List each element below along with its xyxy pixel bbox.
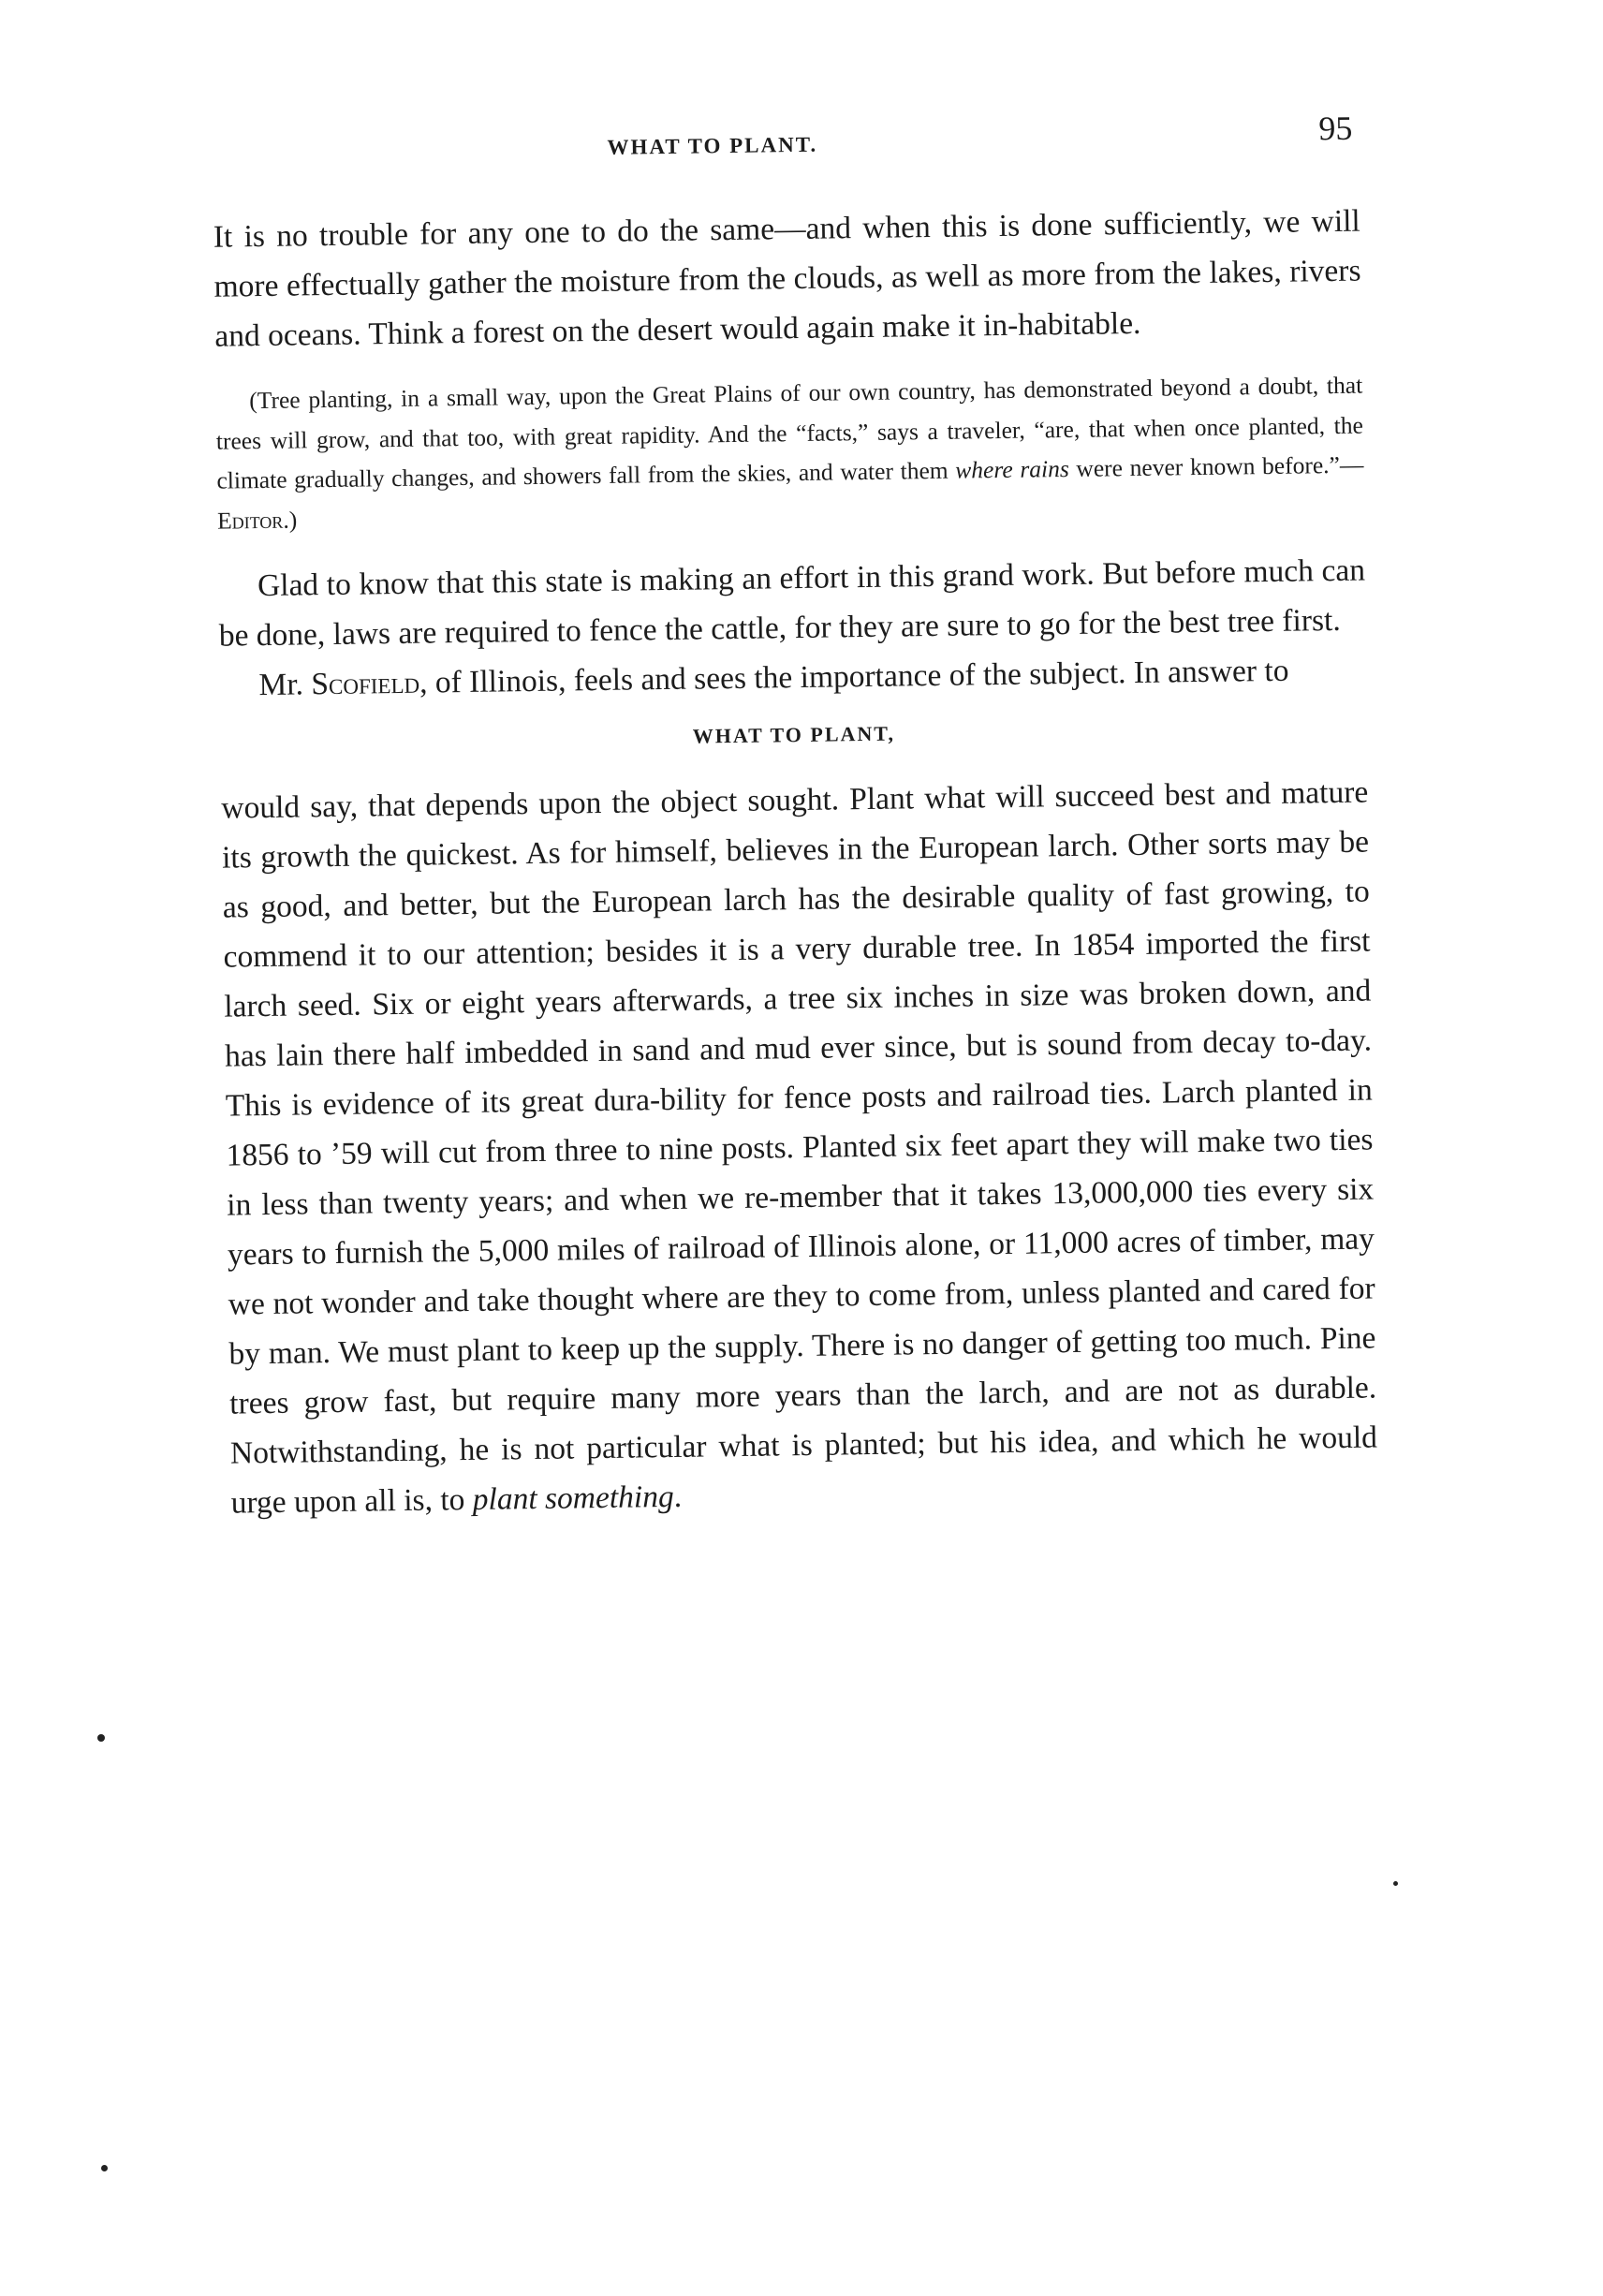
page-number: 95 [1318,109,1353,148]
plant-end: . [673,1479,683,1514]
scofield-rest: , of Illinois, feels and sees the importance of the subject. In answer to [419,653,1289,700]
page-body [213,197,1377,1528]
plant-something-italic: plant something [472,1479,674,1517]
editor-note-italic: where rains [955,454,1069,484]
paragraph-state-effort: Glad to know that this state is making an effort in this grand work. But before much can be done, laws are required to fence the cattle, for they are sure to go for the best tree first. [218,552,1366,654]
editor-note-text: (Tree planting, in a small way, upon the Great Plains of our own country, has demonstrated beyond a doubt, that trees will grow, and that too, with great rapidity. And the “facts,” says a traveler, “are, that when once planted, the climate gradually changes, and showers fall from the skies, and water them [215,371,1363,494]
plant-text: would say, that depends upon the object sought. Plant what will succeed best and mature its growth the quickest. As for himself, believes in the European larch. Other sorts may be as good, and better, but the European larch has the desirable quality of fast growing, to commend it to our attention; besides it is a very durable tree. In 1854 imported the first larch seed. Six or eight years afterwards, a tree six inches in size was broken down, and has lain there half imbedded in sand and mud ever since, but is sound from decay to-day. This is evidence of its great dura-bility for fence posts and railroad ties. Larch planted in 1856 to ’59 will cut from three to nine posts. Planted six feet apart they will make two ties in less than twenty years; and when we re-member that it takes 13,000,000 ties every six years to furnish the 5,000 miles of railroad of Illinois alone, or 11,000 acres of timber, may we not wonder and take thought where are they to come from, unless planted and cared for by man. We must plant to keep up the supply. There is no danger of getting too much. Pine trees grow fast, but require many more years than the larch, and are not as durable. Notwithstanding, he is not particular what is planted; but his idea, and which he would urge upon all is, to [221,774,1378,1521]
editor-note-after: were never known before.”— [1068,450,1364,482]
running-title: WHAT TO PLANT. [607,132,818,159]
ink-speck [97,1734,105,1742]
paragraph-what-to-plant [221,768,1378,1528]
scofield-lead: Mr. [258,667,312,703]
paragraph-moisture: It is no trouble for any one to do the same—and when this is done sufficiently, we will more effectually gather the moisture from the clouds, as well as more from the lakes, rivers and oceans. Think a forest on the desert would again make it in-habitable. [213,203,1361,354]
editor-note-close: .) [283,505,298,534]
running-head [213,109,1356,175]
editor-note [215,366,1364,541]
ink-speck [1393,1881,1398,1886]
ink-speck [101,2165,108,2171]
editor-signature: Editor [216,506,284,535]
scofield-name: Scofield [311,665,420,702]
section-subhead: WHAT TO PLANT, [692,721,896,748]
